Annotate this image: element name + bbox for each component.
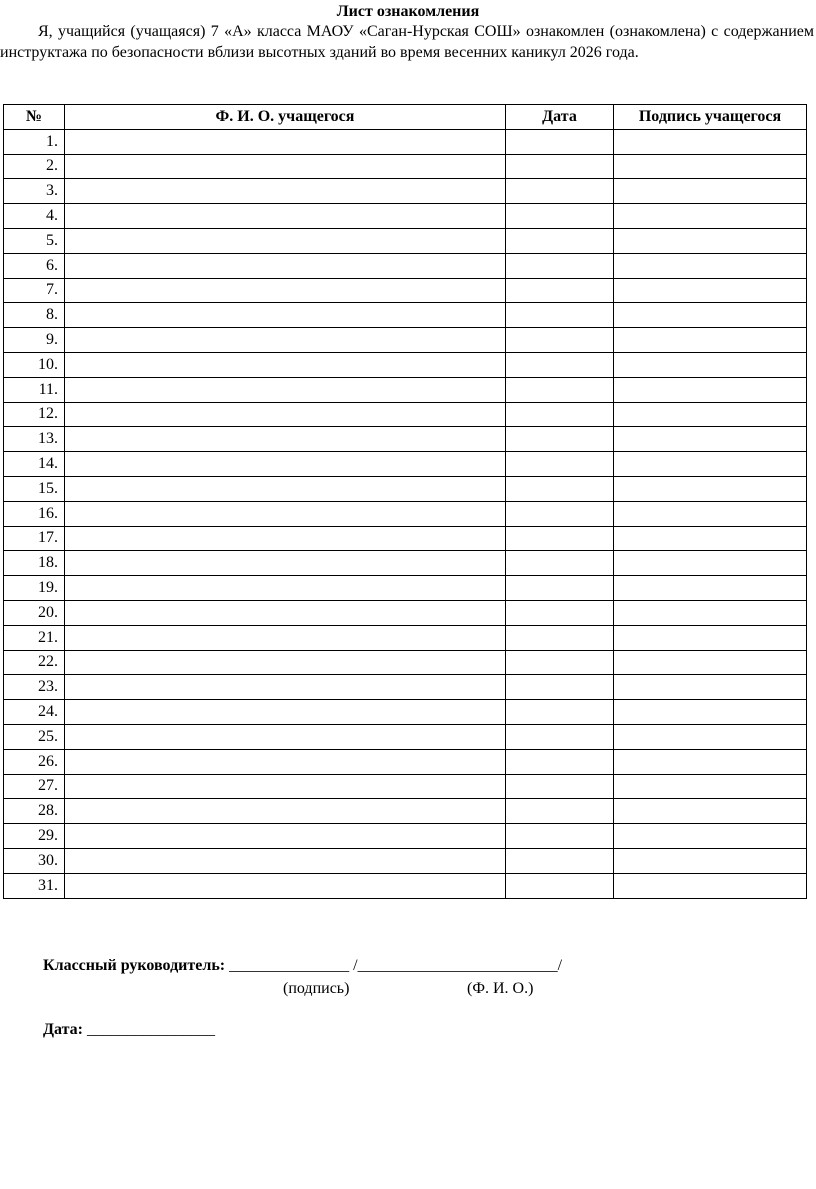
table-row	[4, 476, 807, 501]
table-row	[4, 873, 807, 898]
cell-date	[506, 452, 614, 477]
cell-signature	[614, 228, 807, 253]
cell-student-name	[65, 228, 506, 253]
cell-number: 14.	[4, 452, 65, 477]
cell-date	[506, 625, 614, 650]
cell-student-name	[65, 328, 506, 353]
cell-signature	[614, 600, 807, 625]
cell-date	[506, 328, 614, 353]
cell-student-name	[65, 799, 506, 824]
intro-paragraph: Я, учащийся (учащаяся) 7 «А» класса МАОУ «Саган-Нурская СОШ» ознакомлен (ознакомлена) с содержанием инструктажа по безопасности вблизи высотных зданий во время весенних каникул 2026 года.	[0, 23, 814, 61]
table-row	[4, 749, 807, 774]
cell-signature	[614, 724, 807, 749]
cell-date	[506, 873, 614, 898]
cell-number: 16.	[4, 501, 65, 526]
cell-date	[506, 501, 614, 526]
teacher-blank: _______________ /_________________________/	[229, 957, 563, 974]
table-row	[4, 278, 807, 303]
table-header-row	[4, 105, 807, 130]
cell-student-name	[65, 526, 506, 551]
cell-date	[506, 526, 614, 551]
cell-student-name	[65, 774, 506, 799]
cell-student-name	[65, 600, 506, 625]
cell-student-name	[65, 501, 506, 526]
cell-date	[506, 377, 614, 402]
table-row	[4, 501, 807, 526]
table-row	[4, 179, 807, 204]
cell-signature	[614, 278, 807, 303]
header-number: №	[4, 105, 65, 130]
table-row	[4, 625, 807, 650]
cell-date	[506, 253, 614, 278]
table-row	[4, 452, 807, 477]
cell-signature	[614, 452, 807, 477]
cell-number: 27.	[4, 774, 65, 799]
cell-number: 17.	[4, 526, 65, 551]
cell-number: 4.	[4, 204, 65, 229]
cell-date	[506, 427, 614, 452]
cell-student-name	[65, 749, 506, 774]
cell-signature	[614, 377, 807, 402]
cell-date	[506, 600, 614, 625]
cell-number: 25.	[4, 724, 65, 749]
cell-date	[506, 352, 614, 377]
table-row	[4, 204, 807, 229]
cell-signature	[614, 625, 807, 650]
cell-signature	[614, 352, 807, 377]
table-row	[4, 328, 807, 353]
cell-student-name	[65, 352, 506, 377]
cell-number: 15.	[4, 476, 65, 501]
cell-date	[506, 724, 614, 749]
cell-student-name	[65, 476, 506, 501]
cell-number: 8.	[4, 303, 65, 328]
table-row	[4, 600, 807, 625]
cell-number: 21.	[4, 625, 65, 650]
cell-signature	[614, 328, 807, 353]
cell-student-name	[65, 824, 506, 849]
cell-number: 23.	[4, 675, 65, 700]
table-row	[4, 799, 807, 824]
cell-date	[506, 799, 614, 824]
cell-student-name	[65, 253, 506, 278]
cell-signature	[614, 154, 807, 179]
teacher-label: Классный руководитель:	[43, 957, 226, 974]
cell-number: 31.	[4, 873, 65, 898]
cell-number: 6.	[4, 253, 65, 278]
cell-student-name	[65, 848, 506, 873]
cell-date	[506, 848, 614, 873]
cell-student-name	[65, 873, 506, 898]
cell-student-name	[65, 724, 506, 749]
cell-date	[506, 476, 614, 501]
cell-number: 9.	[4, 328, 65, 353]
table-row	[4, 675, 807, 700]
cell-student-name	[65, 402, 506, 427]
cell-date	[506, 551, 614, 576]
date-line	[43, 1021, 215, 1039]
cell-date	[506, 179, 614, 204]
table-row	[4, 824, 807, 849]
cell-number: 5.	[4, 228, 65, 253]
cell-signature	[614, 700, 807, 725]
cell-signature	[614, 179, 807, 204]
cell-date	[506, 774, 614, 799]
cell-signature	[614, 848, 807, 873]
cell-number: 11.	[4, 377, 65, 402]
cell-student-name	[65, 675, 506, 700]
cell-signature	[614, 749, 807, 774]
cell-number: 1.	[4, 129, 65, 154]
cell-number: 10.	[4, 352, 65, 377]
cell-signature	[614, 253, 807, 278]
cell-number: 2.	[4, 154, 65, 179]
cell-number: 29.	[4, 824, 65, 849]
cell-date	[506, 824, 614, 849]
table-row	[4, 724, 807, 749]
table-row	[4, 848, 807, 873]
cell-signature	[614, 824, 807, 849]
table-row	[4, 650, 807, 675]
table-row	[4, 154, 807, 179]
cell-student-name	[65, 179, 506, 204]
table-row	[4, 774, 807, 799]
table-row	[4, 526, 807, 551]
cell-number: 13.	[4, 427, 65, 452]
table-row	[4, 228, 807, 253]
cell-signature	[614, 204, 807, 229]
cell-signature	[614, 650, 807, 675]
cell-student-name	[65, 650, 506, 675]
table-row	[4, 576, 807, 601]
table-row	[4, 253, 807, 278]
cell-student-name	[65, 625, 506, 650]
cell-date	[506, 303, 614, 328]
cell-signature	[614, 873, 807, 898]
cell-signature	[614, 303, 807, 328]
cell-date	[506, 749, 614, 774]
cell-student-name	[65, 129, 506, 154]
cell-signature	[614, 551, 807, 576]
table-row	[4, 352, 807, 377]
cell-signature	[614, 427, 807, 452]
cell-number: 30.	[4, 848, 65, 873]
table-row	[4, 402, 807, 427]
cell-number: 19.	[4, 576, 65, 601]
cell-signature	[614, 476, 807, 501]
cell-student-name	[65, 303, 506, 328]
cell-number: 26.	[4, 749, 65, 774]
signature-caption: (подпись)	[283, 980, 350, 997]
table-row	[4, 129, 807, 154]
teacher-signature-line	[43, 957, 562, 975]
cell-number: 12.	[4, 402, 65, 427]
table-row	[4, 700, 807, 725]
cell-student-name	[65, 377, 506, 402]
cell-number: 18.	[4, 551, 65, 576]
cell-number: 7.	[4, 278, 65, 303]
table-row	[4, 377, 807, 402]
cell-date	[506, 576, 614, 601]
cell-signature	[614, 576, 807, 601]
header-student-name: Ф. И. О. учащегося	[65, 105, 506, 130]
cell-signature	[614, 675, 807, 700]
cell-student-name	[65, 551, 506, 576]
name-caption: (Ф. И. О.)	[467, 980, 534, 997]
cell-student-name	[65, 427, 506, 452]
cell-student-name	[65, 204, 506, 229]
cell-date	[506, 204, 614, 229]
cell-signature	[614, 402, 807, 427]
table-row	[4, 303, 807, 328]
cell-signature	[614, 129, 807, 154]
cell-student-name	[65, 576, 506, 601]
cell-signature	[614, 526, 807, 551]
cell-student-name	[65, 452, 506, 477]
cell-student-name	[65, 154, 506, 179]
date-label: Дата:	[43, 1021, 83, 1038]
cell-date	[506, 650, 614, 675]
cell-signature	[614, 799, 807, 824]
cell-date	[506, 278, 614, 303]
document-title: Лист ознакомления	[336, 3, 480, 20]
table-body	[4, 129, 807, 898]
cell-date	[506, 154, 614, 179]
cell-number: 20.	[4, 600, 65, 625]
cell-number: 28.	[4, 799, 65, 824]
cell-signature	[614, 501, 807, 526]
cell-date	[506, 228, 614, 253]
cell-date	[506, 129, 614, 154]
cell-date	[506, 402, 614, 427]
cell-student-name	[65, 278, 506, 303]
header-student-signature: Подпись учащегося	[614, 105, 807, 130]
table-row	[4, 551, 807, 576]
table-row	[4, 427, 807, 452]
cell-student-name	[65, 700, 506, 725]
cell-date	[506, 700, 614, 725]
cell-number: 22.	[4, 650, 65, 675]
cell-signature	[614, 774, 807, 799]
header-date: Дата	[506, 105, 614, 130]
date-blank: ________________	[86, 1021, 215, 1038]
cell-number: 24.	[4, 700, 65, 725]
cell-number: 3.	[4, 179, 65, 204]
acknowledgement-table	[3, 104, 807, 899]
cell-date	[506, 675, 614, 700]
